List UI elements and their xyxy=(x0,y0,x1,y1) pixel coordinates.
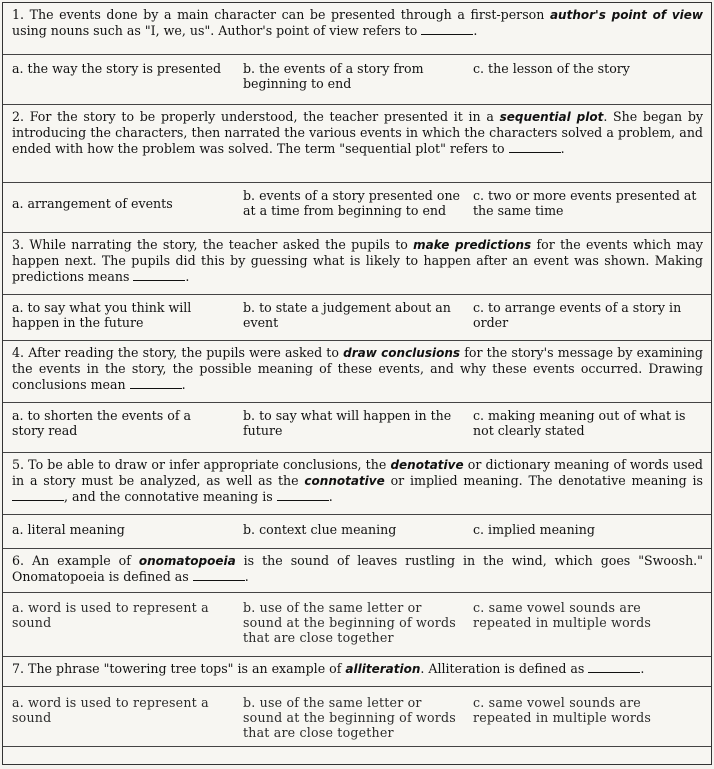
question-text: An example of xyxy=(32,553,139,568)
question-2-stem xyxy=(3,105,711,157)
option-a[interactable]: a. the way the story is presented xyxy=(12,61,222,76)
key-term: author's point of view xyxy=(549,8,703,22)
answer-blank[interactable] xyxy=(193,570,245,581)
option-b[interactable]: b. context clue meaning xyxy=(243,522,397,537)
question-7-stem xyxy=(3,657,711,677)
period: . xyxy=(640,661,645,676)
question-text: After reading the story, the pupils were asked to xyxy=(28,345,344,360)
question-1-options xyxy=(3,55,711,105)
key-term: draw conclusions xyxy=(343,346,461,360)
question-text: is the sound of leaves rustling in the wind, which goes "Swoosh." Onomatopoeia is defined as xyxy=(12,553,703,584)
question-text: for the story's message by examining the events in the story, the possible meaning of these events, and why these events occurred. Drawing conclusions mean xyxy=(12,345,703,392)
quiz-sheet xyxy=(2,2,712,765)
question-1-stem xyxy=(3,3,711,39)
option-a[interactable]: a. word is used to represent a sound xyxy=(12,600,209,630)
question-4 xyxy=(3,341,711,403)
answer-blank[interactable] xyxy=(277,490,329,501)
answer-blank[interactable] xyxy=(588,662,640,673)
question-number: 4. xyxy=(12,345,25,360)
option-b[interactable]: b. use of the same letter or sound at the beginning of words that are close together xyxy=(243,600,456,645)
period: . xyxy=(181,377,186,392)
option-a[interactable]: a. literal meaning xyxy=(12,522,125,537)
period: . xyxy=(185,269,190,284)
answer-blank[interactable] xyxy=(133,270,185,281)
option-c[interactable]: c. to arrange events of a story in order xyxy=(473,300,682,330)
question-number: 5. xyxy=(12,457,25,472)
question-text: The events done by a main character can be presented through a first-person xyxy=(29,7,550,22)
question-text: for the events which may happen next. The pupils did this by guessing what is likely to happen after an event was shown. Making predictions means xyxy=(12,237,703,284)
question-6-options xyxy=(3,593,711,657)
period: . xyxy=(473,23,478,38)
question-5 xyxy=(3,453,711,515)
question-7 xyxy=(3,657,711,687)
option-b[interactable]: b. to state a judgement about an event xyxy=(243,300,451,330)
option-b[interactable]: b. use of the same letter or sound at the beginning of words that are close together xyxy=(243,695,456,740)
question-7-options xyxy=(3,687,711,747)
question-text: or dictionary meaning of words used in a story must be analyzed, as well as the xyxy=(12,457,703,488)
answer-blank[interactable] xyxy=(12,490,64,501)
question-5-stem xyxy=(3,453,711,505)
question-text: While narrating the story, the teacher asked the pupils to xyxy=(29,237,414,252)
question-text: or implied meaning. The denotative meaning is xyxy=(384,473,703,488)
option-a[interactable]: a. to say what you think will happen in the future xyxy=(12,300,192,330)
question-2 xyxy=(3,105,711,183)
option-c[interactable]: c. same vowel sounds are repeated in multiple words xyxy=(473,695,652,725)
answer-blank[interactable] xyxy=(421,24,473,35)
question-4-options xyxy=(3,403,711,453)
question-text: . Alliteration is defined as xyxy=(420,661,589,676)
key-term: sequential plot xyxy=(499,110,604,124)
question-2-options xyxy=(3,183,711,233)
question-text: . She began by introducing the characters, then narrated the various events in which the characters solved a problem, and ended with how the problem was solved. The term "sequential plot" refers to xyxy=(12,109,703,156)
option-a[interactable]: a. arrangement of events xyxy=(12,196,173,211)
answer-blank[interactable] xyxy=(130,378,182,389)
question-text: The phrase "towering tree tops" is an example of xyxy=(28,661,346,676)
key-term: alliteration xyxy=(345,662,421,676)
period: . xyxy=(560,141,565,156)
question-number: 6. xyxy=(12,553,25,568)
option-c[interactable]: c. two or more events presented at the same time xyxy=(473,188,697,218)
question-number: 3. xyxy=(12,237,25,252)
question-text: using nouns such as "I, we, us". Author's point of view refers to xyxy=(12,23,422,38)
question-3-stem xyxy=(3,233,711,285)
question-number: 2. xyxy=(12,109,25,124)
option-b[interactable]: b. events of a story presented one at a time from beginning to end xyxy=(243,188,461,218)
question-6 xyxy=(3,549,711,593)
option-b[interactable]: b. to say what will happen in the future xyxy=(243,408,452,438)
question-number: 7. xyxy=(12,661,25,676)
question-text: , and the connotative meaning is xyxy=(64,489,277,504)
option-a[interactable]: a. word is used to represent a sound xyxy=(12,695,209,725)
option-c[interactable]: c. the lesson of the story xyxy=(473,61,630,76)
answer-blank[interactable] xyxy=(509,142,561,153)
question-1 xyxy=(3,3,711,55)
period: . xyxy=(328,489,333,504)
option-b[interactable]: b. the events of a story from beginning to end xyxy=(243,61,424,91)
question-text: For the story to be properly understood, the teacher presented it in a xyxy=(29,109,500,124)
option-a[interactable]: a. to shorten the events of a story read xyxy=(12,408,192,438)
question-number: 1. xyxy=(12,7,25,22)
key-term: make predictions xyxy=(413,238,532,252)
key-term: onomatopoeia xyxy=(138,554,236,568)
question-3 xyxy=(3,233,711,295)
key-term: denotative xyxy=(390,458,464,472)
option-c[interactable]: c. same vowel sounds are repeated in multiple words xyxy=(473,600,652,630)
option-c[interactable]: c. implied meaning xyxy=(473,522,595,537)
question-5-options xyxy=(3,515,711,549)
question-4-stem xyxy=(3,341,711,393)
option-c[interactable]: c. making meaning out of what is not clearly stated xyxy=(473,408,686,438)
question-3-options xyxy=(3,295,711,341)
question-text: To be able to draw or infer appropriate conclusions, the xyxy=(28,457,391,472)
key-term: connotative xyxy=(304,474,385,488)
period: . xyxy=(244,569,249,584)
question-6-stem xyxy=(3,549,711,585)
